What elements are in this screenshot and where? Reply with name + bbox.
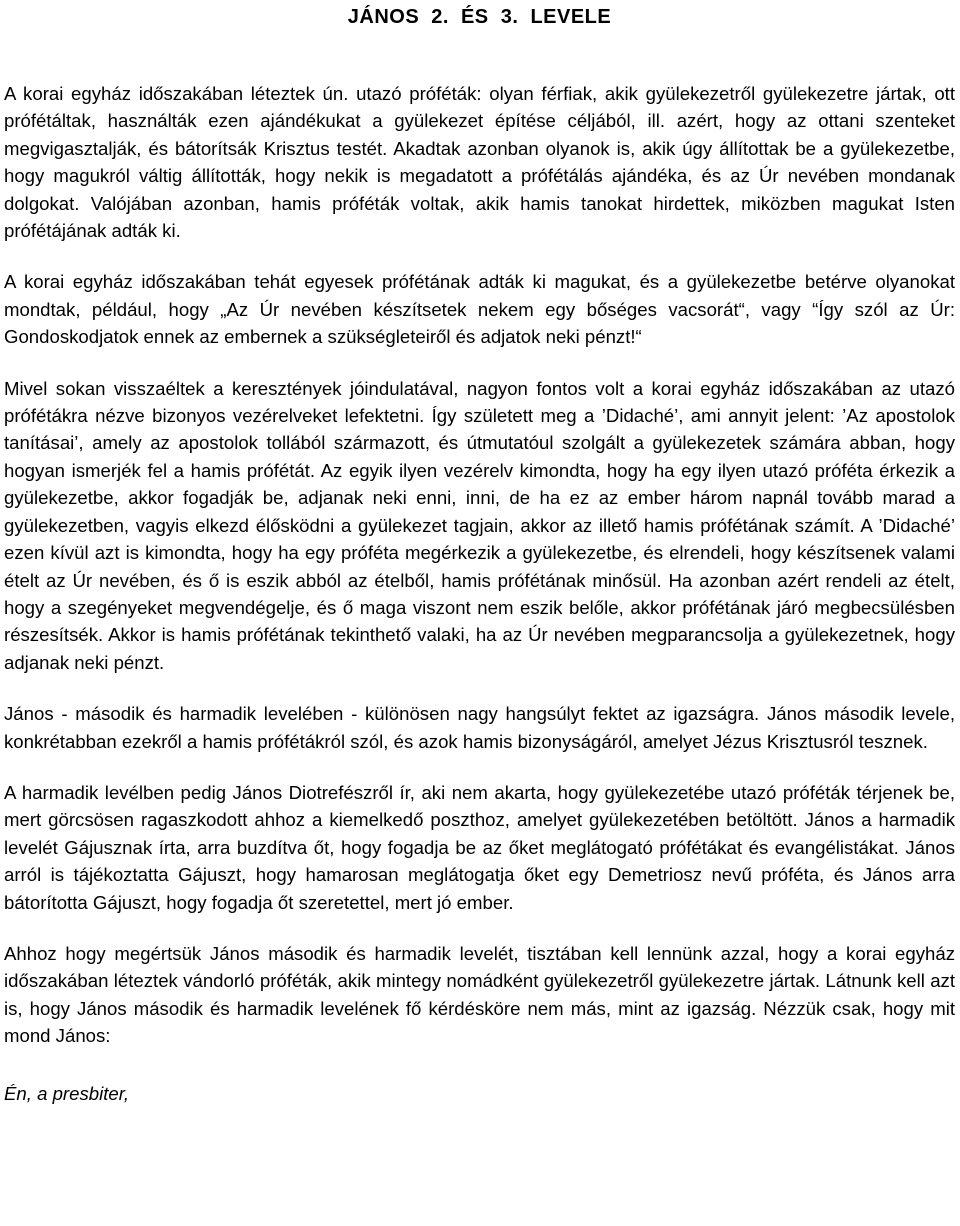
paragraph-third-letter: A harmadik levélben pedig János Diotrefészről ír, aki nem akarta, hogy gyülekezetébe utazó próféták térjenek be, mert görcsösen ragaszkodott ahhoz a kiemelkedő poszthoz, amelyet gyülekezetében betöltött. János a harmadik levelét Gájusznak írta, arra buzdítva őt, hogy fogadja be az őket meglátogató prófétákat és evangélistákat. János arról is tájékoztatta Gájuszt, hogy hamarosan meglátogatja őket egy Demetriosz nevű próféta, és János arra bátorította Gájuszt, hogy fogadja őt szeretettel, mert jó ember. [4,781,955,913]
paragraph-second-letter: János - második és harmadik levelében - különösen nagy hangsúlyt fektet az igazságra. János második levele, konkrétabban ezekről a hamis prófétákról szól, és azok hamis bizonyságáról, amelyet Jézus Krisztusról tesznek. [4,703,955,752]
paragraph-understanding-letters: Ahhoz hogy megértsük János második és harmadik levelét, tisztában kell lennünk azzal, hogy a korai egyház időszakában léteztek vándorló próféták, akik mintegy nomádként gyülekezetről gyülekezetre jártak. Látnunk kell azt is, hogy János második és harmadik levelének fő kérdésköre nem más, mint az igazság. Nézzük csak, hogy mit mond János: [4,942,955,1047]
paragraph-traveling-prophets: A korai egyház időszakában léteztek ún. utazó próféták: olyan férfiak, akik gyülekezetről gyülekezetre jártak, ott prófétáltak, használták ezen ajándékukat a gyülekezet építése céljából, ill. azért, hogy az ottani szenteket megvigasztalják, és bátorítsák Krisztus testét. Akadtak azonban olyanok is, akik úgy állítottak be a gyülekezetbe, hogy magukról váltig állították, hogy nekik is megadatott a prófétálás ajándéka, és az Úr nevében mondanak dolgokat. Valójában azonban, hamis próféták voltak, akik hamis tanokat hirdettek, miközben magukat Isten prófétájának adták ki. [4,83,955,242]
closing-quote-line: Én, a presbiter, [4,1082,130,1104]
paragraph-didache: Mivel sokan visszaéltek a keresztények jóindulatával, nagyon fontos volt a korai egyház időszakában az utazó prófétákra nézve bizonyos vezérelveket lefektetni. Így született meg a ’Didaché’, ami annyit jelent: ’Az apostolok tanításai’, amely az apostolok tollából származott, és útmutatóul szolgált a gyülekezetek számára abban, hogy hogyan ismerjék fel a hamis prófétát. Az egyik ilyen vezérelv kimondta, hogy ha egy ilyen utazó próféta érkezik a gyülekezetbe, akkor fogadják be, adjanak neki enni, inni, de ha ez az ember három napnál tovább marad a gyülekezetben, vagyis elkezd élősködni a gyülekezet tagjain, akkor az illető hamis prófétának számít. A ’Didaché’ ezen kívül azt is kimondta, hogy ha egy próféta megérkezik a gyülekezetbe, és elrendeli, hogy készítsenek valami ételt az Úr nevében, és ő is eszik abból az ételből, hamis prófétának minősül. Ha azonban azért rendeli az ételt, hogy a szegényeket megvendégelje, és ő maga viszont nem eszik belőle, akkor prófétának járó megbecsülésben részesítsék. Akkor is hamis prófétának tekinthető valaki, ha az Úr nevében megparancsolja a gyülekezetnek, hogy adjanak neki pénzt. [4,377,955,673]
paragraph-false-prophets-examples: A korai egyház időszakában tehát egyesek prófétának adták ki magukat, és a gyülekezetbe betérve olyanokat mondtak, például, hogy „Az Úr nevében készítsetek nekem egy bőséges vacsorát“, vagy “Így szól az Úr: Gondoskodjatok ennek az embernek a szükségleteiről és adjatok neki pénzt!“ [4,271,955,348]
document-title: JÁNOS 2. ÉS 3. LEVELE [347,6,612,28]
